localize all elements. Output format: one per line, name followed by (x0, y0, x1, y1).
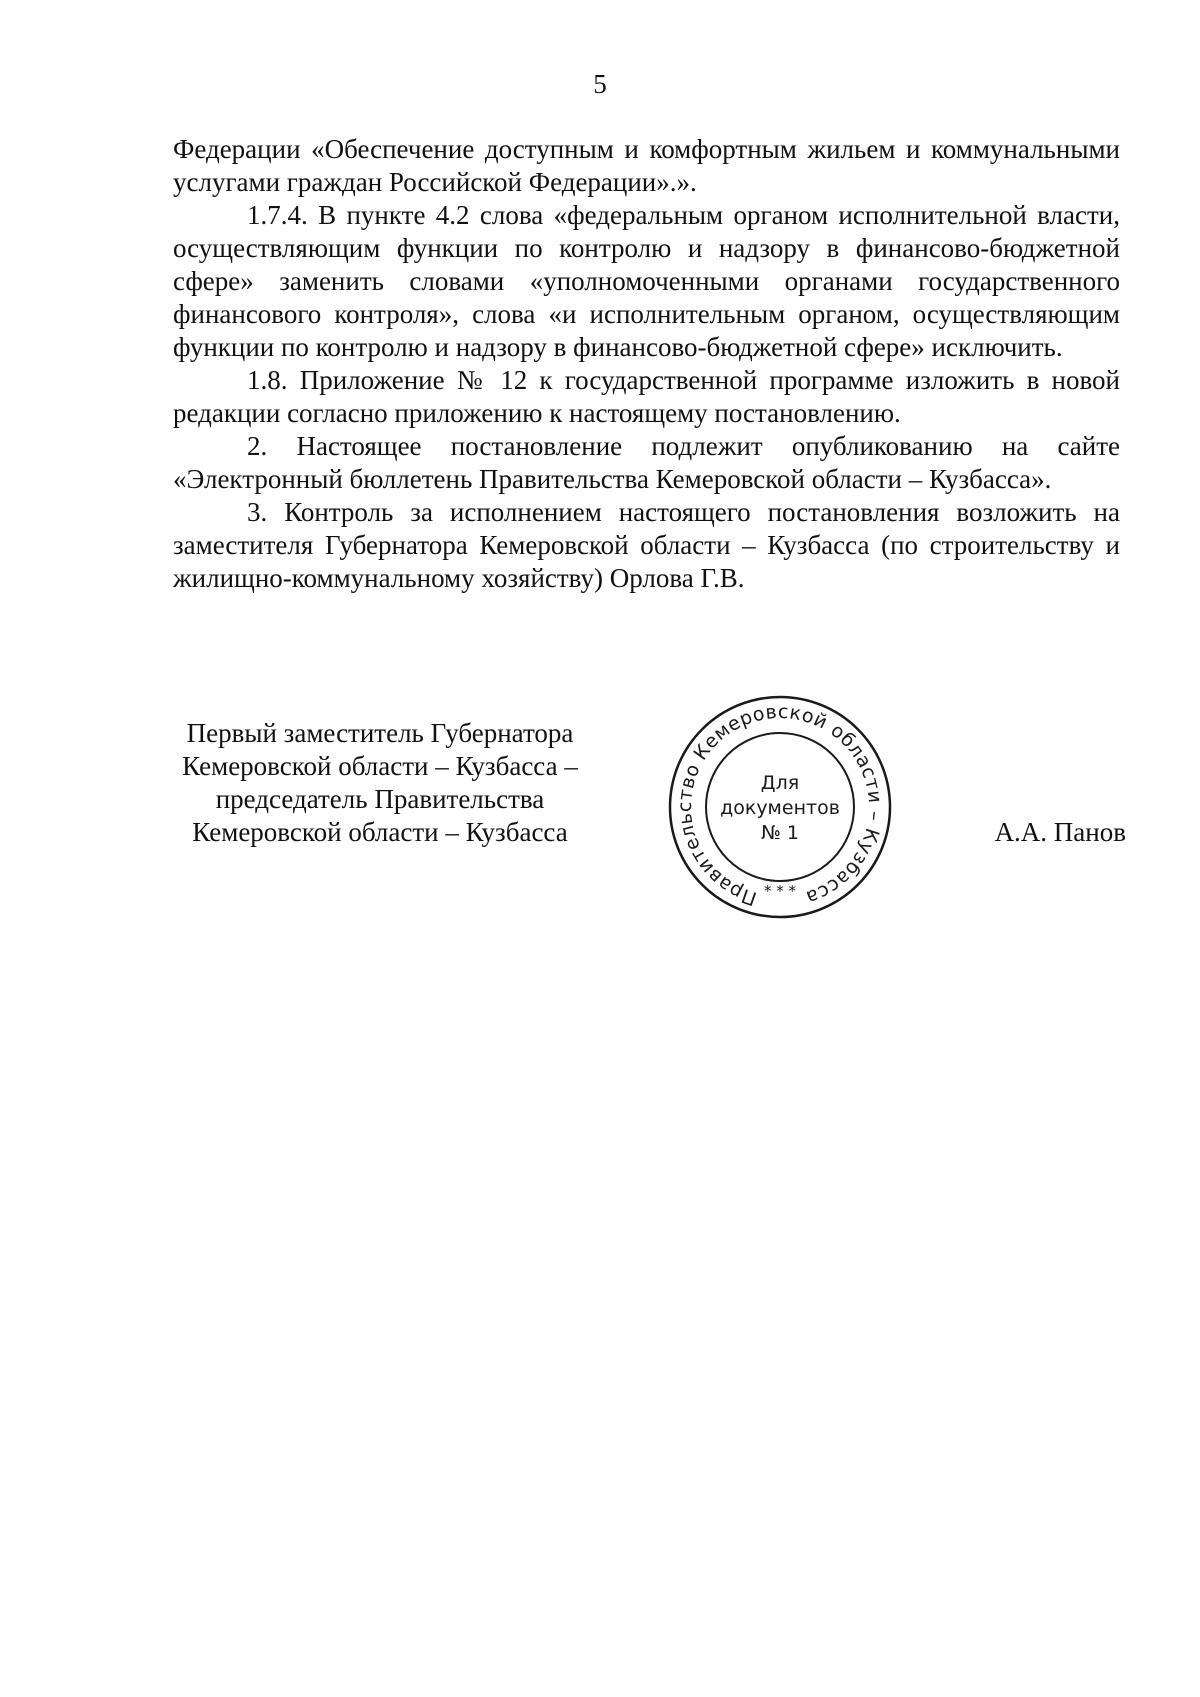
seal-center-line: № 1 (761, 822, 799, 844)
official-seal (665, 692, 895, 922)
signatory-position-line: Кемеровской области – Кузбасса (192, 817, 568, 847)
paragraph-clause-2: 2. Настоящее постановление подлежит опубликованию на сайте «Электронный бюллетень Правительства Кемеровской области – Кузбасса». (173, 431, 1120, 494)
signatory-name: А.А. Панов (994, 817, 1126, 847)
signatory-position-line: Первый заместитель Губернатора (186, 718, 574, 748)
seal-center-line: документов (720, 797, 840, 819)
seal-center-line: Для (760, 772, 800, 794)
signatory-position (160, 717, 600, 849)
seal-ring-text: Правительство Кемеровской области – Кузбасса (673, 700, 887, 910)
seal-graphic (665, 692, 895, 922)
paragraph-clause-1-7-4: 1.7.4. В пункте 4.2 слова «федеральным органом исполнительной власти, осуществляющим функции по контролю и надзору в финансово-бюджетной сфере» заменить словами «уполномоченными органами государственного финансового контроля», слова «и исполнительным органом, осуществляющим функции по контролю и надзору в финансово-бюджетной сфере» исключить. (173, 200, 1120, 362)
paragraph-federation-continuation: Федерации «Обеспечение доступным и комфортным жильем и коммунальными услугами граждан Российской Федерации».». (173, 134, 1120, 197)
seal-stars: * * * (763, 882, 797, 900)
paragraph-clause-3: 3. Контроль за исполнением настоящего постановления возложить на заместителя Губернатора Кемеровской области – Кузбасса (по строительству и жилищно-коммунальному хозяйству) Орлова Г.В. (173, 497, 1120, 593)
signatory-position-line: Кемеровской области – Кузбасса – (182, 751, 578, 781)
document-body (173, 133, 1120, 595)
paragraph-clause-1-8: 1.8. Приложение № 12 к государственной программе изложить в новой редакции согласно приложению к настоящему постановлению. (173, 365, 1120, 428)
page-number: 5 (593, 69, 607, 99)
signatory-position-line: председатель Правительства (215, 784, 545, 814)
